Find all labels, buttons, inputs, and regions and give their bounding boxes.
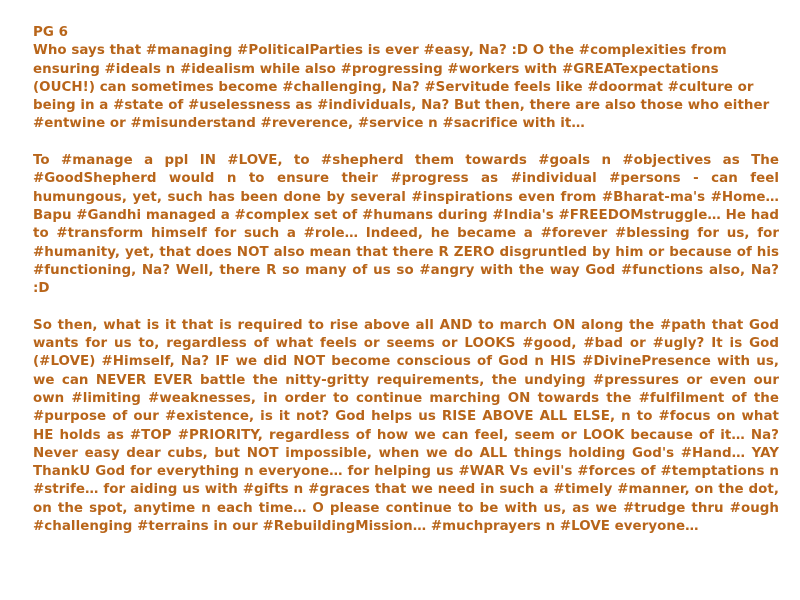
paragraph-1: Who says that #managing #PoliticalParties is ever #easy, Na? :D O the #complexities from ensuring #ideals n #idealism while also #progressing #workers with #GREATexpectations (OUCH!) can sometimes become #challenging, Na? #Servitude feels like #doormat #culture or being in a #state of #uselessness as #individuals, Na? But then, there are also those who either #entwine or #misunderstand #reverence, #service n #sacrifice with it… (33, 43, 770, 132)
paragraph-2: To #manage a ppl IN #LOVE, to #shepherd them towards #goals n #objectives as The #GoodShepherd would n to ensure their #progress as #individual #persons - can feel humungous, yet, such has been done by several #inspirations even from #Bharat-ma's #Home… Bapu #Gandhi managed a #complex set of #humans during #India's #FREEDOMstruggle… He had to #transform himself for such a #role… Indeed, he became a #forever #blessing for us, for #humanity, yet, that does NOT also mean that there R ZERO disgruntled by him or because of his #functioning, Na? Well, there R so many of us so #angry with the way God #functions also, Na? :D (33, 153, 779, 297)
paragraph-3: So then, what is it that is required to rise above all AND to march ON along the #path that God wants for us to, regardless of what feels or seems or LOOKS #good, #bad or #ugly? It is God (#LOVE) #Himself, Na? IF we did NOT become conscious of God n HIS #DivinePresence with us, we can NEVER EVER battle the nitty-gritty requirements, the undying #pressures or even our own #limiting #weaknesses, in order to continue marching ON towards the #fulfilment of the #purpose of our #existence, is it not? God helps us RISE ABOVE ALL ELSE, n to #focus on what HE holds as #TOP #PRIORITY, regardless of how we can feel, seem or LOOK because of it… Na? Never easy dear cubs, but NOT impossible, when we do ALL things holding God's #Hand… YAY ThankU God for everything n everyone… for helping us #WAR Vs evil's #forces of #temptations n #strife… for aiding us with #gifts n #graces that we need in such a #timely #manner, on the dot, on the spot, anytime n each time… O please continue to be with us, as we #trudge thru #ough #challenging #terrains in our #RebuildingMission… #muchprayers n #LOVE everyone… (33, 317, 779, 535)
page-number: PG 6 (33, 25, 68, 40)
page-text-block (33, 24, 779, 536)
